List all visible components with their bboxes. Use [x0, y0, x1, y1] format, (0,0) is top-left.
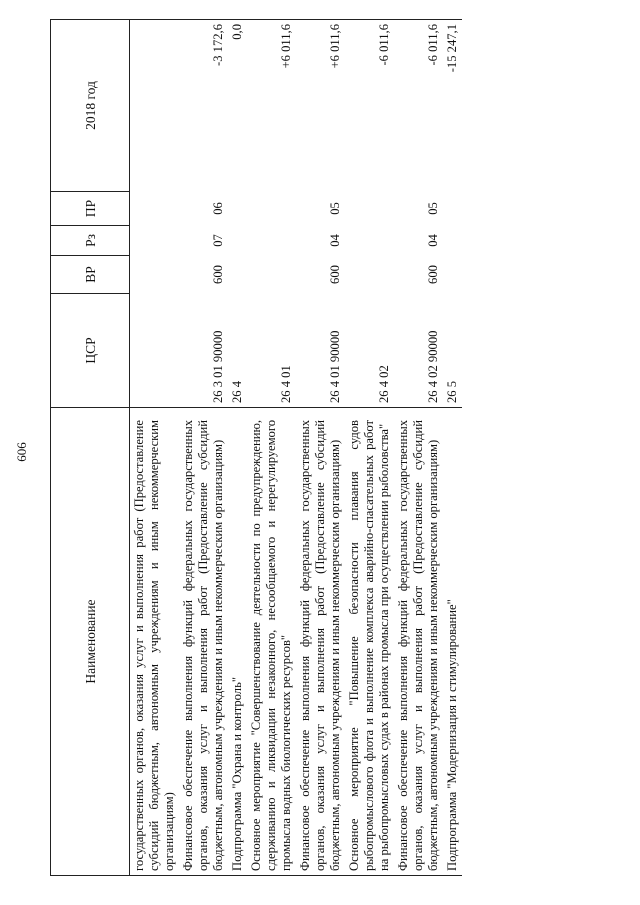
row-vr	[345, 256, 394, 294]
header-rz: Рз	[51, 226, 130, 256]
table-row	[345, 20, 394, 876]
row-value: -3 172,6	[179, 20, 228, 192]
row-pr	[130, 192, 180, 226]
row-pr	[247, 192, 296, 226]
table-row	[296, 20, 345, 876]
rotated-table-container	[50, 20, 630, 876]
row-csr: 26 4 01 90000	[328, 330, 342, 403]
row-name: Финансовое обеспечение выполнения функций федеральных государственных органов, оказания услуг и выполнения работ (Предоставление субсидий бюджетным, автономным учреждениям и иным некоммерческим организациям)	[296, 408, 345, 876]
header-pr: ПР	[51, 192, 130, 226]
row-csr	[130, 294, 180, 408]
row-value: +6 011,6	[296, 20, 345, 192]
table-row	[443, 20, 462, 876]
row-rz: 04	[426, 234, 440, 247]
row-vr: 600	[211, 265, 225, 284]
row-pr: 05	[328, 202, 342, 215]
table-body	[130, 20, 463, 876]
row-value: -6 011,6	[345, 20, 394, 192]
row-rz	[345, 226, 394, 256]
row-value	[130, 20, 180, 192]
table-row	[394, 20, 443, 876]
row-csr: 26 3 01 90000	[211, 330, 225, 403]
row-value: 0,0	[228, 20, 247, 192]
row-csr: 26 4	[230, 380, 244, 403]
header-csr: ЦСР	[51, 294, 130, 408]
row-vr	[130, 256, 180, 294]
row-name: Подпрограмма "Модернизация и стимулирование"	[443, 408, 462, 876]
row-pr	[345, 192, 394, 226]
row-value: -6 011,6	[394, 20, 443, 192]
row-name: Подпрограмма "Охрана и контроль"	[228, 408, 247, 876]
header-year: 2018 год	[51, 20, 130, 192]
row-vr	[247, 256, 296, 294]
row-name: Основное мероприятие "Совершенствование деятельности по предупреждению, сдерживанию и ликвидации незаконного, несообщаемого и нерегулируемого промысла водных биологических ресурсов"	[247, 408, 296, 876]
table-row	[130, 20, 180, 876]
row-vr	[443, 256, 462, 294]
row-name: Основное мероприятие "Повышение безопасности плавания судов рыбопромыслового флота и выполнение комплекса аварийно-спасательных работ на рыбопромысловых судах в районах промысла при осуществлении рыболовства"	[345, 408, 394, 876]
row-rz: 07	[211, 234, 225, 247]
row-pr	[443, 192, 462, 226]
row-rz	[247, 226, 296, 256]
row-value: -15 247,1	[443, 20, 462, 192]
row-vr: 600	[426, 265, 440, 284]
header-vr: ВР	[51, 256, 130, 294]
row-value: +6 011,6	[247, 20, 296, 192]
row-pr: 06	[211, 202, 225, 215]
table-row	[179, 20, 228, 876]
row-rz	[228, 226, 247, 256]
row-name: Финансовое обеспечение выполнения функций федеральных государственных органов, оказания услуг и выполнения работ (Предоставление субсидий бюджетным, автономным учреждениям и иным некоммерческим организациям)	[179, 408, 228, 876]
page-number: 606	[14, 442, 29, 462]
row-pr: 05	[426, 202, 440, 215]
row-csr: 26 4 01	[279, 365, 293, 403]
row-csr: 26 5	[445, 380, 459, 403]
row-vr: 600	[328, 265, 342, 284]
row-name: Финансовое обеспечение выполнения функций федеральных государственных органов, оказания услуг и выполнения работ (Предоставление субсидий бюджетным, автономным учреждениям и иным некоммерческим организациям)	[394, 408, 443, 876]
row-csr: 26 4 02	[377, 365, 391, 403]
row-rz: 04	[328, 234, 342, 247]
row-vr	[228, 256, 247, 294]
row-rz	[130, 226, 180, 256]
header-name: Наименование	[51, 408, 130, 876]
row-pr	[228, 192, 247, 226]
table-row	[228, 20, 247, 876]
budget-table	[50, 19, 462, 876]
row-csr: 26 4 02 90000	[426, 330, 440, 403]
table-header	[51, 20, 130, 876]
row-name: государственных органов, оказания услуг и выполнения работ (Предоставление субсидий бюджетным, автономным учреждениям и иным некоммерческим организациям)	[130, 408, 180, 876]
row-rz	[443, 226, 462, 256]
table-row	[247, 20, 296, 876]
